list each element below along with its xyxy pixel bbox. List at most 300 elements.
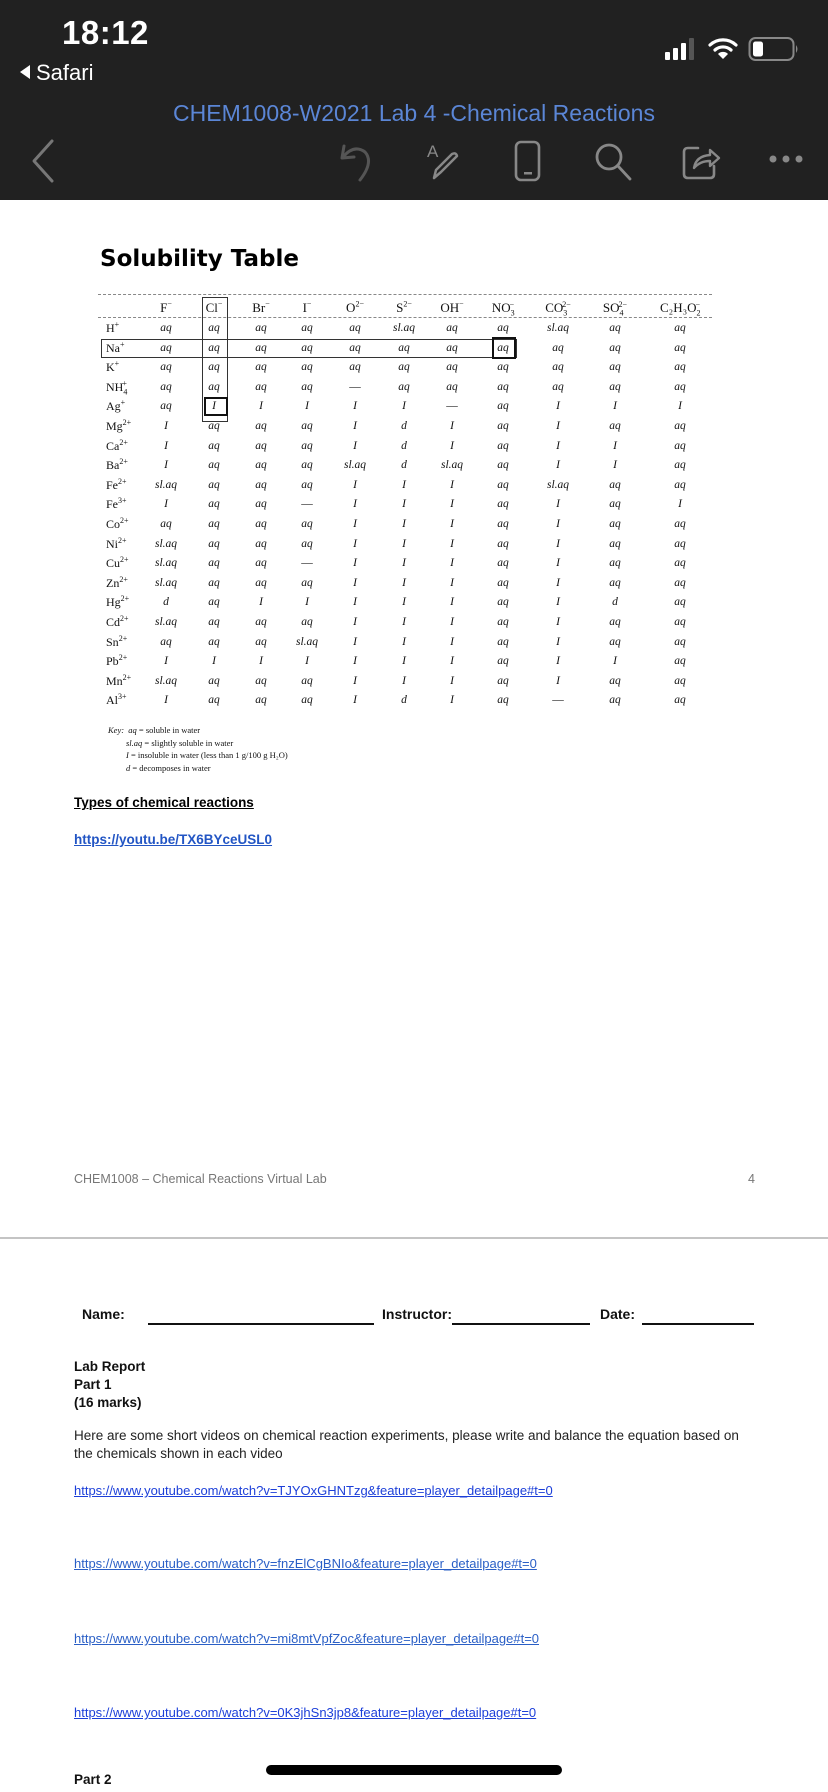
table-cell: sl.aq (392, 322, 416, 334)
table-cell: aq (208, 380, 220, 393)
table-cell: aq (497, 322, 509, 334)
back-chevron-icon[interactable] (28, 138, 58, 184)
table-cell: aq (208, 322, 220, 334)
table-cell: I (450, 498, 454, 511)
lab-report-label: Lab Report (74, 1359, 146, 1374)
table-cell: aq (497, 674, 509, 687)
status-time: 18:12 (62, 14, 149, 51)
solubility-table-title: Solubility Table (100, 246, 299, 272)
table-cell: aq (301, 478, 313, 491)
table-cell: I (613, 459, 617, 472)
table-cell: I (402, 537, 406, 550)
page-footer-title: CHEM1008 – Chemical Reactions Virtual Lab (74, 1172, 327, 1186)
table-cell: aq (497, 596, 509, 609)
table-cell: I (556, 596, 560, 609)
table-cell: sl.aq (154, 576, 178, 589)
table-cell: I (402, 596, 406, 609)
table-cell: aq (497, 400, 509, 413)
table-cell: aq (609, 694, 621, 707)
table-column-header: Br− (252, 299, 270, 315)
table-cell: I (556, 518, 560, 530)
table-cell: I (556, 400, 560, 413)
table-cell: aq (497, 380, 509, 393)
table-cell: aq (301, 459, 313, 472)
part2-heading: Part 2 (74, 1772, 112, 1787)
key-desc: = decomposes in water (132, 762, 211, 773)
table-cell: aq (674, 439, 686, 452)
table-cell: aq (674, 380, 686, 393)
table-cell: I (353, 400, 357, 413)
table-cell: I (212, 655, 216, 668)
table-cell: I (164, 694, 168, 707)
table-row-cation: $Al^{3+}$ (106, 692, 127, 708)
table-cell: aq (446, 380, 458, 393)
table-cell: I (450, 655, 454, 668)
solubility-table (98, 290, 712, 710)
table-cell: aq (255, 576, 267, 589)
table-column-header: $CO_3^{2-}$ (545, 299, 571, 318)
status-icons (664, 36, 800, 62)
table-cell: I (305, 655, 309, 668)
table-cell: aq (609, 518, 621, 530)
table-cell: aq (497, 616, 509, 628)
table-cell: aq (674, 420, 686, 432)
table-cell: d (401, 439, 407, 452)
table-cell: aq (255, 478, 267, 491)
types-video-link[interactable]: https://youtu.be/TX6BYceUSL0 (74, 832, 273, 847)
table-cell: I (450, 420, 454, 432)
table-cell: aq (301, 341, 313, 354)
search-icon[interactable] (592, 140, 634, 182)
table-cell: aq (208, 439, 220, 452)
table-cell: aq (301, 439, 313, 452)
table-cell: I (402, 674, 406, 687)
table-row-cation: $Cd^{2+}$ (106, 614, 129, 629)
table-cell: I (450, 694, 454, 707)
table-cell: I (450, 674, 454, 687)
table-cell: I (450, 439, 454, 452)
table-cell: aq (160, 518, 172, 530)
table-cell: I (259, 596, 263, 609)
table-row-cation: K+ (106, 359, 120, 375)
table-cell: aq (446, 322, 458, 334)
table-cell: aq (301, 576, 313, 589)
key-sym: I (126, 750, 129, 760)
table-cell: aq (674, 576, 686, 589)
table-cell: aq (301, 518, 313, 530)
key-desc: = insoluble in water (less than 1 g/100 g H₂O) (130, 750, 288, 760)
table-cell: — (301, 557, 313, 570)
table-row-cation: $Sn^{2+}$ (106, 633, 128, 649)
table-cell: aq (674, 655, 686, 668)
back-to-safari-button[interactable] (20, 60, 93, 86)
table-cell: aq (609, 478, 621, 491)
types-heading: Types of chemical reactions (74, 795, 254, 810)
table-cell: aq (160, 635, 172, 648)
table-cell: aq (208, 420, 220, 432)
table-cell: aq (208, 635, 220, 648)
table-cell: aq (674, 322, 686, 334)
table-cell: aq (609, 420, 621, 432)
table-cell: aq (609, 635, 621, 648)
table-cell: aq (208, 518, 220, 530)
table-cell: I (353, 616, 357, 628)
table-cell: aq (255, 616, 267, 628)
table-cell: I (402, 576, 406, 589)
table-cell: I (164, 655, 168, 668)
table-column-header: $O^{2-}$ (346, 299, 364, 315)
table-cell: I (353, 518, 357, 530)
table-cell: aq (208, 341, 220, 354)
key-row-3 (108, 762, 288, 775)
table-cell: I (353, 498, 357, 511)
table-cell: aq (301, 322, 313, 334)
table-column-header: I− (302, 299, 312, 315)
table-cell: I (259, 400, 263, 413)
table-cell: aq (160, 341, 172, 354)
table-cell: sl.aq (154, 674, 178, 687)
table-cell: aq (255, 322, 267, 334)
table-cell: I (402, 616, 406, 628)
table-cell: aq (609, 674, 621, 687)
table-cell: aq (160, 361, 172, 374)
table-cell: aq (674, 518, 686, 530)
table-cell: aq (497, 518, 509, 530)
table-cell: I (450, 635, 454, 648)
device-view-icon[interactable] (513, 140, 543, 182)
table-cell: aq (497, 459, 509, 472)
table-cell: sl.aq (295, 635, 319, 648)
instructions-text: Here are some short videos on chemical reaction experiments, please write and balance the equation based on the chemicals shown in each video (74, 1428, 739, 1461)
table-cell: I (164, 420, 168, 432)
page-number: 4 (748, 1172, 755, 1186)
table-cell: I (556, 616, 560, 628)
table-cell: aq (552, 341, 564, 354)
table-cell: d (401, 420, 407, 432)
table-cell: I (353, 635, 357, 648)
table-cell: aq (674, 557, 686, 570)
table-cell: aq (398, 341, 410, 354)
home-indicator[interactable] (266, 1765, 562, 1775)
table-cell: aq (609, 576, 621, 589)
table-cell: sl.aq (154, 537, 178, 550)
table-cell: d (163, 596, 169, 609)
table-cell: aq (398, 380, 410, 393)
date-label: Date: (600, 1306, 636, 1322)
table-cell: I (353, 596, 357, 609)
key-sym: aq (128, 725, 137, 735)
part1-label: Part 1 (74, 1377, 112, 1392)
table-cell: aq (208, 674, 220, 687)
table-cell: aq (674, 694, 686, 707)
key-desc: = slightly soluble in water (144, 737, 234, 748)
table-cell: sl.aq (154, 557, 178, 570)
table-cell: I (450, 576, 454, 589)
table-cell: aq (497, 557, 509, 570)
page-separator (0, 1237, 828, 1239)
table-cell: aq (301, 616, 313, 628)
table-cell: aq (208, 361, 220, 374)
table-cell: I (450, 557, 454, 570)
table-cell: — (301, 498, 313, 511)
key-label: Key: (108, 725, 125, 735)
table-cell: I (402, 635, 406, 648)
table-cell: — (446, 400, 458, 413)
table-cell: I (305, 400, 309, 413)
share-icon[interactable] (680, 140, 722, 182)
table-cell: d (612, 596, 618, 609)
top-bar (0, 0, 828, 200)
table-cell: sl.aq (343, 459, 367, 472)
table-cell: aq (497, 576, 509, 589)
undo-icon[interactable] (336, 140, 376, 182)
table-cell: I (678, 498, 682, 511)
table-cell: aq (208, 537, 220, 550)
key-row-1 (108, 737, 288, 750)
table-row-cation: $Mn^{2+}$ (106, 672, 132, 688)
table-cell: I (556, 498, 560, 511)
table-cell: aq (160, 322, 172, 334)
instructor-blank[interactable] (452, 1323, 590, 1325)
table-cell: aq (208, 478, 220, 491)
table-cell: aq (552, 380, 564, 393)
table-row-cation: $Mg^{2+}$ (106, 418, 132, 433)
table-column-header: $C_2H_3O_2^-$ (659, 299, 701, 318)
solubility-key (108, 724, 288, 774)
table-cell: I (353, 439, 357, 452)
table-cell: — (349, 380, 361, 393)
table-cell: aq (301, 537, 313, 550)
table-cell: aq (255, 557, 267, 570)
table-cell: aq (609, 322, 621, 334)
table-cell: I (556, 439, 560, 452)
more-icon[interactable] (768, 152, 804, 166)
table-cell: I (613, 400, 617, 413)
table-cell: aq (349, 322, 361, 334)
table-cell: I (164, 459, 168, 472)
table-cell: I (450, 518, 454, 530)
table-cell: I (353, 674, 357, 687)
table-cell: I (450, 596, 454, 609)
table-cell: aq (255, 518, 267, 530)
wifi-icon (708, 37, 738, 61)
name-label: Name: (82, 1306, 125, 1322)
table-cell: aq (255, 341, 267, 354)
table-cell: aq (674, 361, 686, 374)
table-cell: I (259, 655, 263, 668)
table-cell: aq (301, 380, 313, 393)
table-row-cation: $Fe^{3+}$ (106, 496, 127, 512)
table-cell: aq (497, 341, 509, 354)
table-cell: aq (674, 596, 686, 609)
table-column-header: $S^{2-}$ (396, 299, 412, 315)
cellular-signal-icon (664, 37, 698, 61)
highlight-cell-ag-cl (204, 397, 228, 416)
video-link-1[interactable]: https://www.youtube.com/watch?v=TJYOxGHNTzg&feature=player_detailpage#t=0 (74, 1483, 553, 1498)
table-row-cation: Na+ (106, 339, 125, 355)
table-cell: aq (208, 596, 220, 609)
table-cell: aq (674, 674, 686, 687)
table-cell: I (556, 674, 560, 687)
table-cell: aq (301, 361, 313, 374)
table-cell: I (402, 518, 406, 530)
marks-label: (16 marks) (74, 1395, 142, 1410)
table-cell: aq (208, 694, 220, 707)
table-cell: I (556, 635, 560, 648)
table-cell: I (164, 439, 168, 452)
table-cell: aq (674, 459, 686, 472)
table-cell: I (613, 655, 617, 668)
key-row-0 (108, 724, 288, 737)
name-blank[interactable] (148, 1323, 374, 1325)
video-link-3[interactable]: https://www.youtube.com/watch?v=mi8mtVpfZoc&feature=player_detailpage#t=0 (74, 1631, 540, 1646)
table-cell: I (212, 400, 216, 413)
table-cell: I (353, 537, 357, 550)
table-cell: aq (674, 635, 686, 648)
table-cell: aq (497, 635, 509, 648)
table-cell: aq (609, 341, 621, 354)
table-cell: sl.aq (546, 478, 570, 491)
table-cell: aq (552, 361, 564, 374)
table-cell: I (353, 694, 357, 707)
table-cell: I (678, 400, 682, 413)
back-app-label: Safari (36, 60, 94, 85)
table-cell: sl.aq (440, 459, 464, 472)
highlight-row-na (101, 339, 517, 358)
table-cell: aq (301, 420, 313, 432)
table-cell: aq (255, 537, 267, 550)
table-cell: aq (609, 498, 621, 511)
table-cell: aq (497, 361, 509, 374)
battery-icon (748, 36, 800, 62)
table-cell: I (450, 616, 454, 628)
table-cell: I (450, 537, 454, 550)
table-column-header: Cl− (205, 299, 223, 315)
table-cell: I (613, 439, 617, 452)
highlight-cell-na-no3 (492, 337, 516, 359)
table-cell: aq (497, 537, 509, 550)
table-cell: aq (208, 616, 220, 628)
table-cell: aq (609, 361, 621, 374)
table-row-cation: $Fe^{2+}$ (106, 476, 127, 492)
table-row-cation: $Co^{2+}$ (106, 516, 129, 531)
table-cell: aq (349, 341, 361, 354)
table-cell: I (164, 498, 168, 511)
key-row-2 (108, 749, 288, 762)
table-cell: I (353, 576, 357, 589)
table-cell: aq (301, 674, 313, 687)
table-cell: I (353, 478, 357, 491)
table-cell: aq (349, 361, 361, 374)
table-column-header: F− (160, 299, 172, 315)
table-row-cation: $Pb^{2+}$ (106, 653, 128, 669)
table-cell: aq (255, 439, 267, 452)
table-row-cation: H+ (106, 320, 120, 335)
table-cell: aq (255, 635, 267, 648)
table-top-rule (98, 294, 712, 295)
key-sym: sl.aq (126, 737, 143, 748)
table-cell: d (401, 459, 407, 472)
table-cell: I (353, 655, 357, 668)
table-cell: aq (609, 557, 621, 570)
table-cell: I (402, 478, 406, 491)
table-row-cation: Ag+ (106, 398, 126, 414)
table-column-header: $NO_3^-$ (491, 299, 515, 318)
table-cell: aq (208, 498, 220, 511)
table-cell: I (402, 498, 406, 511)
table-cell: aq (497, 439, 509, 452)
table-column-header: $SO_4^{2-}$ (602, 299, 628, 318)
video-link-2[interactable]: https://www.youtube.com/watch?v=fnzElCgBNIo&feature=player_detailpage#t=0 (74, 1556, 537, 1571)
table-cell: aq (255, 459, 267, 472)
table-cell: d (401, 694, 407, 707)
table-cell: I (556, 655, 560, 668)
table-cell: aq (497, 655, 509, 668)
table-row-cation: $Ba^{2+}$ (106, 457, 128, 473)
table-cell: aq (255, 420, 267, 432)
video-link-4[interactable]: https://www.youtube.com/watch?v=0K3jhSn3jp8&feature=player_detailpage#t=0 (74, 1705, 537, 1720)
table-cell: I (450, 478, 454, 491)
table-row-cation: $Ni^{2+}$ (106, 535, 127, 551)
table-row-cation: $NH_4^+$ (106, 378, 128, 397)
table-cell: aq (497, 478, 509, 491)
table-cell: aq (497, 420, 509, 432)
table-cell: aq (208, 576, 220, 589)
table-cell: aq (208, 557, 220, 570)
table-cell: I (353, 557, 357, 570)
key-sym: d (126, 762, 131, 773)
table-cell: aq (674, 478, 686, 491)
instructor-label: Instructor: (382, 1306, 452, 1322)
table-cell: sl.aq (546, 322, 570, 334)
table-cell: aq (255, 498, 267, 511)
table-cell: I (353, 420, 357, 432)
table-column-header: OH− (440, 299, 464, 315)
table-cell: — (552, 694, 564, 707)
back-triangle-icon (20, 65, 30, 79)
table-cell: aq (497, 694, 509, 707)
table-cell: I (556, 420, 560, 432)
table-cell: I (556, 576, 560, 589)
table-cell: aq (160, 380, 172, 393)
table-cell: aq (674, 341, 686, 354)
table-cell: I (402, 400, 406, 413)
table-cell: aq (255, 380, 267, 393)
table-cell: I (556, 459, 560, 472)
document-title: CHEM1008-W2021 Lab 4 -Chemical Reactions (173, 100, 655, 126)
table-row-cation: $Ca^{2+}$ (106, 437, 128, 453)
lab-report-heading (74, 1358, 145, 1412)
table-cell: aq (674, 537, 686, 550)
table-cell: aq (446, 341, 458, 354)
table-cell: aq (609, 380, 621, 393)
table-cell: aq (446, 361, 458, 374)
table-cell: sl.aq (154, 616, 178, 628)
table-cell: I (305, 596, 309, 609)
table-cell: aq (398, 361, 410, 374)
table-cell: I (556, 557, 560, 570)
table-cell: aq (674, 616, 686, 628)
table-cell: aq (208, 459, 220, 472)
table-cell: sl.aq (154, 478, 178, 491)
table-cell: I (556, 537, 560, 550)
table-cell: aq (255, 694, 267, 707)
table-cell: aq (497, 498, 509, 511)
date-blank[interactable] (642, 1323, 754, 1325)
table-cell: aq (160, 400, 172, 413)
table-cell: aq (609, 537, 621, 550)
markup-pen-icon[interactable] (424, 140, 464, 182)
